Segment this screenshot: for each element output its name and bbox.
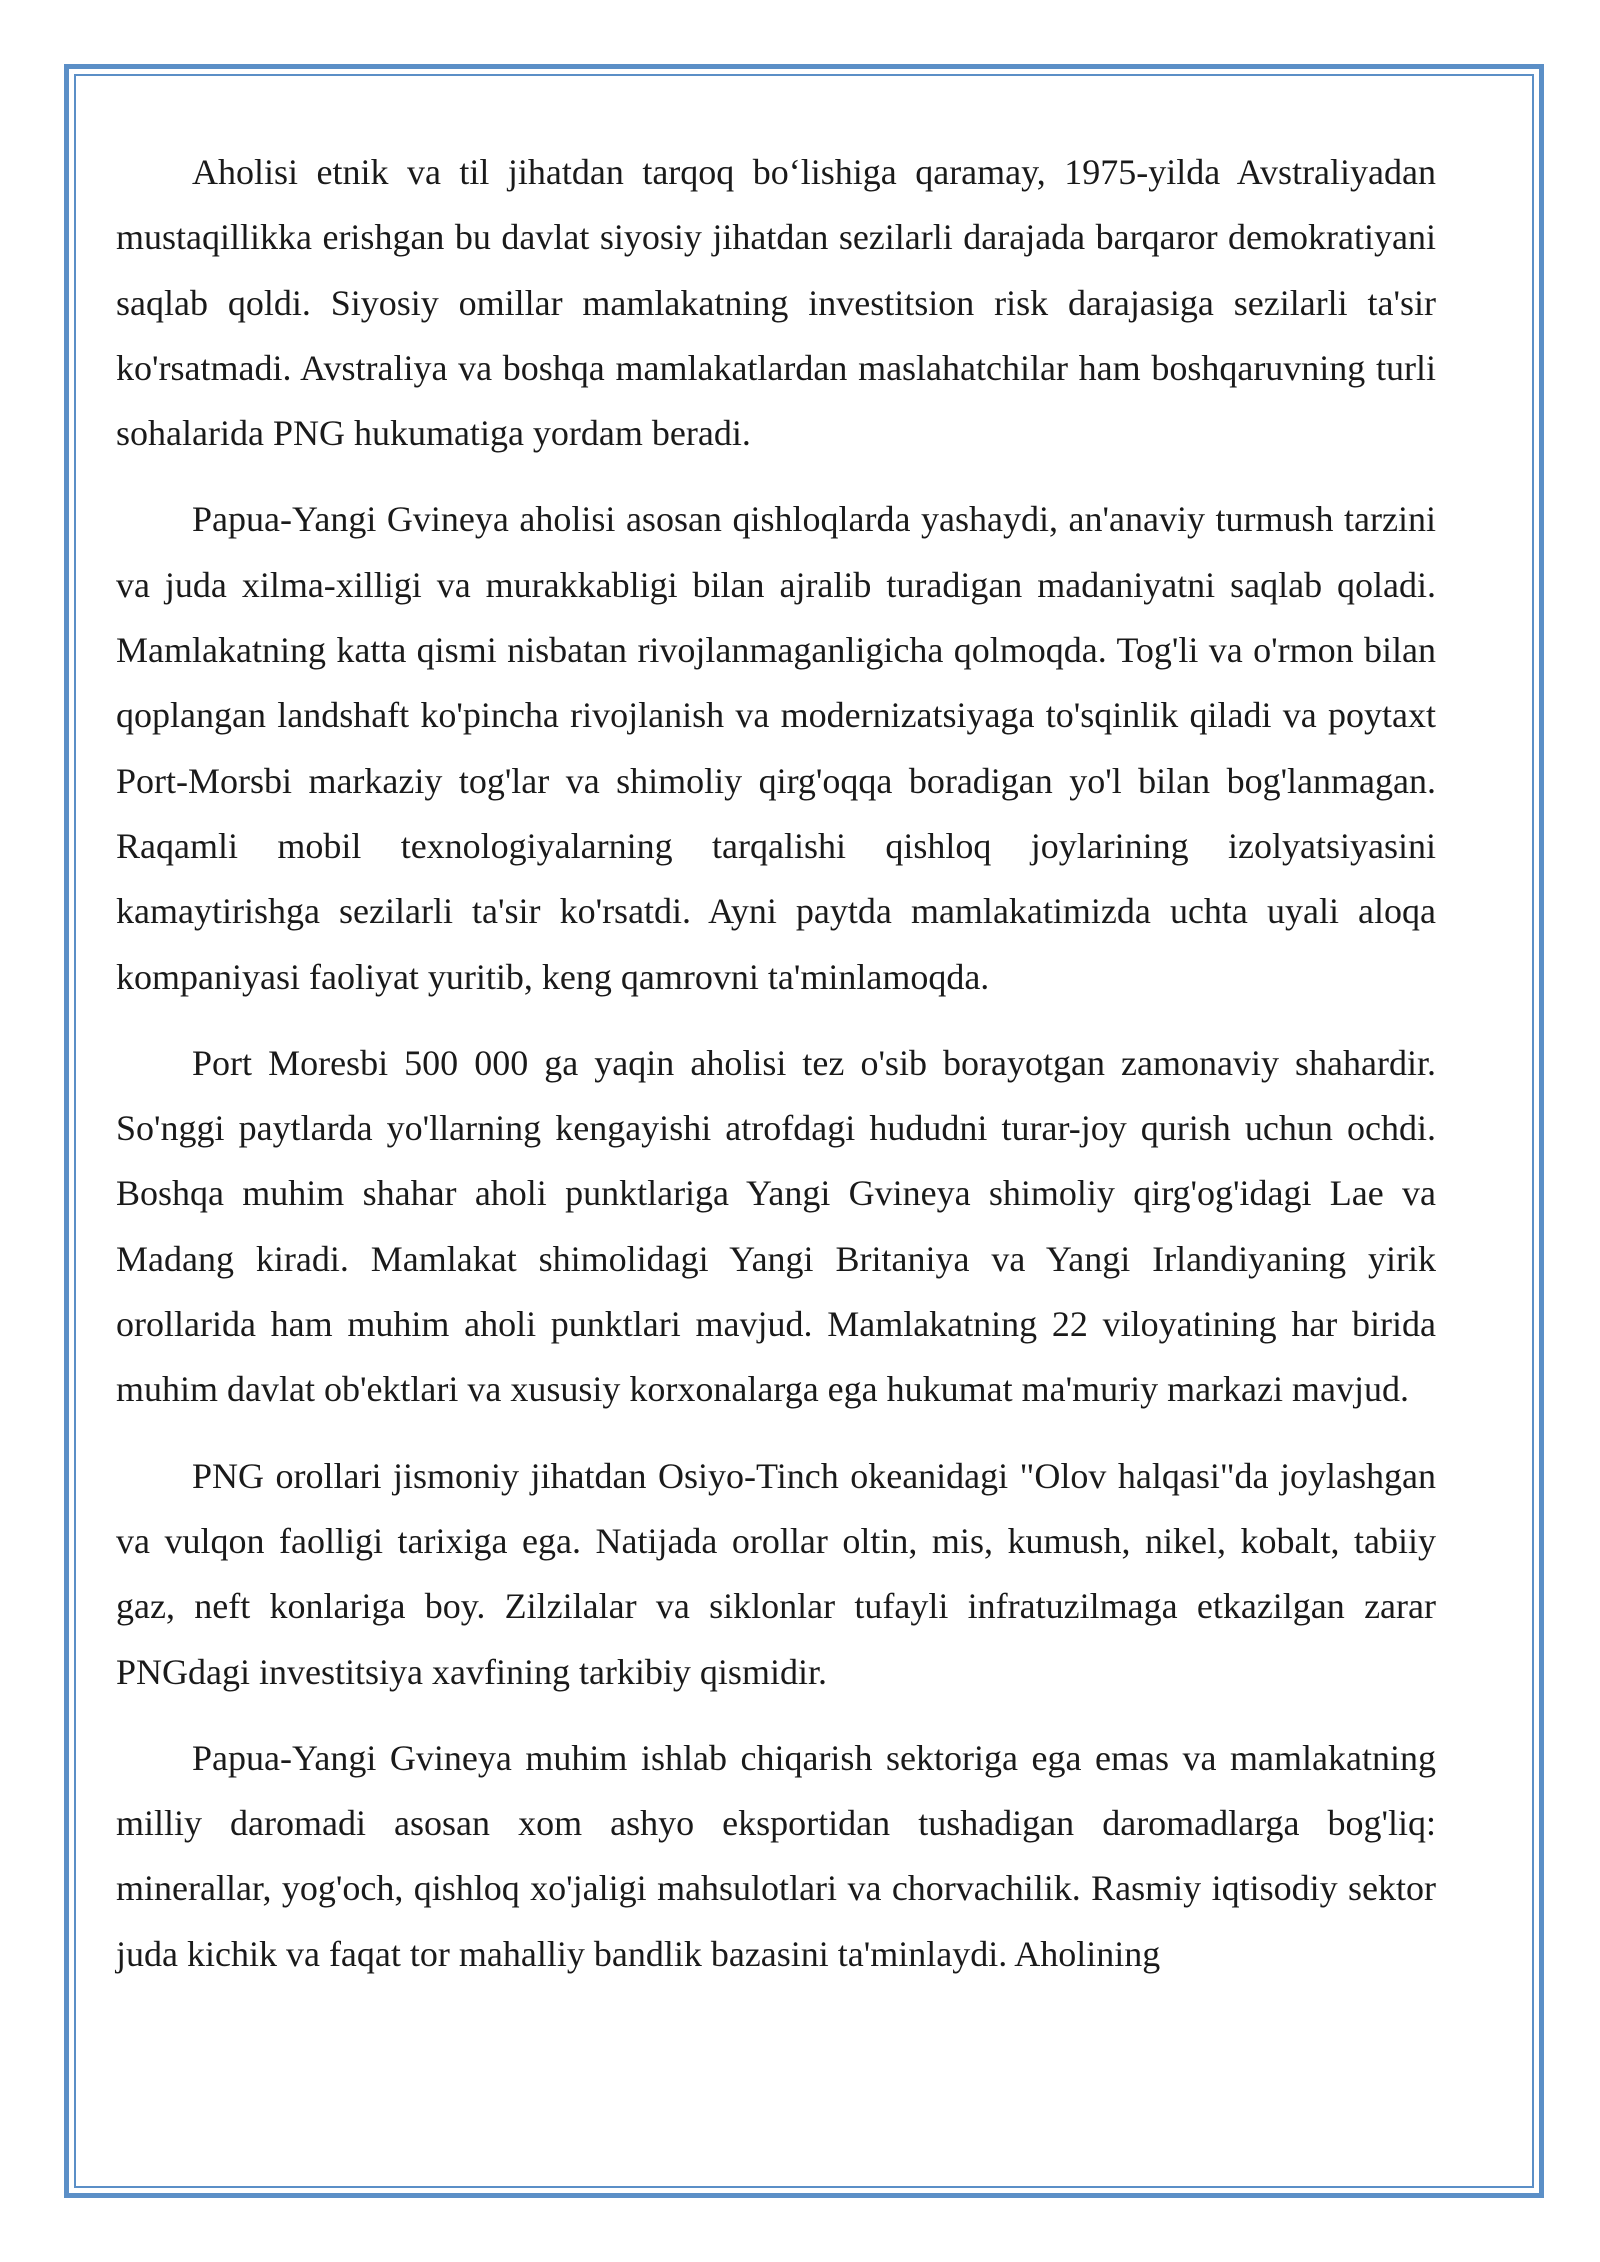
paragraph-1: Aholisi etnik va til jihatdan tarqoq bo‘lishiga qaramay, 1975-yilda Avstraliyadan mustaqillikka erishgan bu davlat siyosiy jihatdan sezilarli darajada barqaror demokratiyani saqlab qoldi. Siyosiy omillar mamlakatning investitsion risk darajasiga sezilarli ta'sir ko'rsatmadi. Avstraliya va boshqa mamlakatlardan maslahatchilar ham boshqaruvning turli sohalarida PNG hukumatiga yordam beradi. — [116, 152, 1436, 454]
paragraph-4: PNG orollari jismoniy jihatdan Osiyo-Tinch okeanidagi "Olov halqasi"da joylashgan va vulqon faolligi tarixiga ega. Natijada orollar oltin, mis, kumush, nikel, kobalt, tabiiy gaz, neft konlariga boy. Zilzilalar va siklonlar tufayli infratuzilmaga etkazilgan zarar PNGdagi investitsiya xavfining tarkibiy qismidir. — [116, 1455, 1436, 1692]
paragraph-5: Papua-Yangi Gvineya muhim ishlab chiqarish sektoriga ega emas va mamlakatning milliy daromadi asosan xom ashyo eksportidan tushadigan daromadlarga bog'liq: minerallar, yog'och, qishloq xo'jaligi mahsulotlari va chorvachilik. Rasmiy iqtisodiy sektor juda kichik va faqat tor mahalliy bandlik bazasini ta'minlaydi. Aholining — [116, 1737, 1436, 1974]
paragraph-2: Papua-Yangi Gvineya aholisi asosan qishloqlarda yashaydi, an'anaviy turmush tarzini va juda xilma-xilligi va murakkabligi bilan ajralib turadigan madaniyatni saqlab qoladi. Mamlakatning katta qismi nisbatan rivojlanmaganligicha qolmoqda. Tog'li va o'rmon bilan qoplangan landshaft ko'pincha rivojlanish va modernizatsiyaga to'sqinlik qiladi va poytaxt Port-Morsbi markaziy tog'lar va shimoliy qirg'oqqa boradigan yo'l bilan bog'lanmagan. Raqamli mobil texnologiyalarning tarqalishi qishloq joylarining izolyatsiyasini kamaytirishga sezilarli ta'sir ko'rsatdi. Ayni paytda mamlakatimizda uchta uyali aloqa kompaniyasi faoliyat yuritib, keng qamrovni ta'minlamoqda. — [116, 499, 1436, 997]
paragraph-3: Port Moresbi 500 000 ga yaqin aholisi tez o'sib borayotgan zamonaviy shahardir. So'nggi paytlarda yo'llarning kengayishi atrofdagi hududni turar-joy qurish uchun ochdi. Boshqa muhim shahar aholi punktlariga Yangi Gvineya shimoliy qirg'og'idagi Lae va Madang kiradi. Mamlakat shimolidagi Yangi Britaniya va Yangi Irlandiyaning yirik orollarida ham muhim aholi punktlari mavjud. Mamlakatning 22 viloyatining har birida muhim davlat ob'ektlari va xususiy korxonalarga ega hukumat ma'muriy markazi mavjud. — [116, 1042, 1436, 1410]
document-body — [116, 140, 1436, 2008]
